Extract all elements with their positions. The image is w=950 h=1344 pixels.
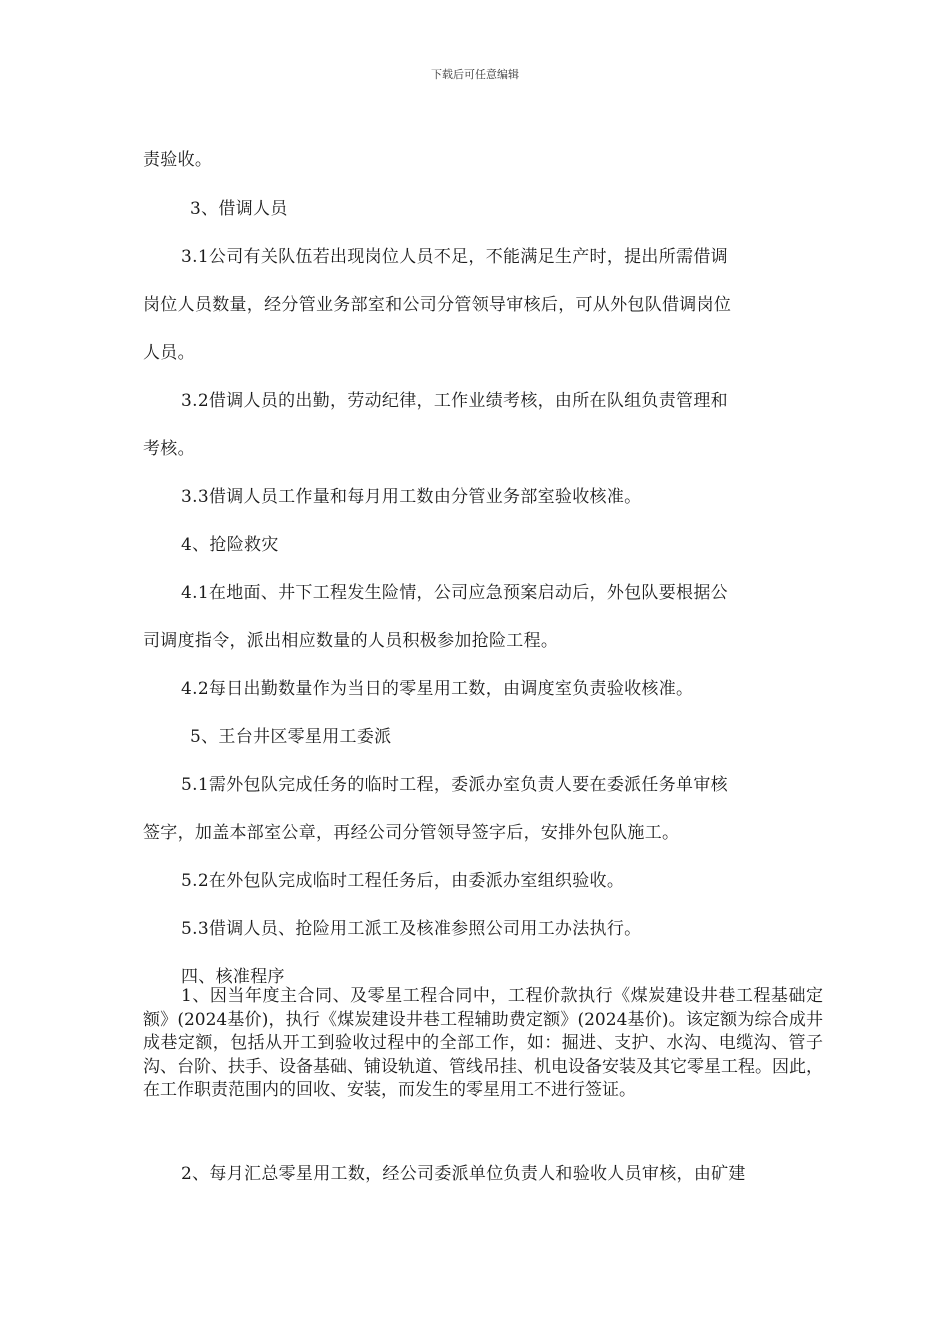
text-line: 人员。 [143, 343, 195, 363]
paragraph [143, 985, 823, 1103]
text-line: 3.3借调人员工作量和每月用工数由分管业务部室验收核准。 [181, 487, 642, 507]
section-heading: 四、核准程序 [181, 967, 285, 987]
text-line: 3.1公司有关队伍若出现岗位人员不足，不能满足生产时，提出所需借调 [181, 247, 728, 267]
text-line: 考核。 [143, 439, 195, 459]
text-line: 岗位人员数量，经分管业务部室和公司分管领导审核后，可从外包队借调岗位 [143, 295, 732, 315]
text-line: 5.1需外包队完成任务的临时工程，委派办室负责人要在委派任务单审核 [181, 775, 728, 795]
text-line: 4.2每日出勤数量作为当日的零星用工数，由调度室负责验收核准。 [181, 679, 694, 699]
text-line: 3.2借调人员的出勤，劳动纪律，工作业绩考核，由所在队组负责管理和 [181, 391, 728, 411]
section-heading: 3、借调人员 [190, 199, 288, 219]
text-line: 5.3借调人员、抢险用工派工及核准参照公司用工办法执行。 [181, 919, 642, 939]
text-line: 司调度指令，派出相应数量的人员积极参加抢险工程。 [143, 631, 559, 651]
text-line: 2、每月汇总零星用工数，经公司委派单位负责人和验收人员审核，由矿建 [181, 1164, 746, 1184]
text-line: 5.2在外包队完成临时工程任务后，由委派办室组织验收。 [181, 871, 625, 891]
page-header: 下载后可任意编辑 [431, 68, 519, 81]
section-heading: 4、抢险救灾 [181, 535, 279, 555]
text-line: 签字，加盖本部室公章，再经公司分管领导签字后，安排外包队施工。 [143, 823, 680, 843]
section-heading: 5、王台井区零星用工委派 [190, 727, 392, 747]
text-line: 4.1在地面、井下工程发生险情，公司应急预案启动后，外包队要根据公 [181, 583, 728, 603]
text-line: 责验收。 [143, 150, 213, 170]
paragraph-text: 1、因当年度主合同、及零星工程合同中，工程价款执行《煤炭建设井巷工程基础定额》(2024基价)，执行《煤炭建设井巷工程辅助费定额》(2024基价)。该定额为综合成井成巷定额，包括从开工到验收过程中的全部工作，如：掘进、支护、水沟、电缆沟、管子沟、台阶、扶手、设备基础、铺设轨道、管线吊挂、机电设备安装及其它零星工程。因此，在工作职责范围内的回收、安装，而发生的零星用工不进行签证。 [143, 986, 823, 1100]
